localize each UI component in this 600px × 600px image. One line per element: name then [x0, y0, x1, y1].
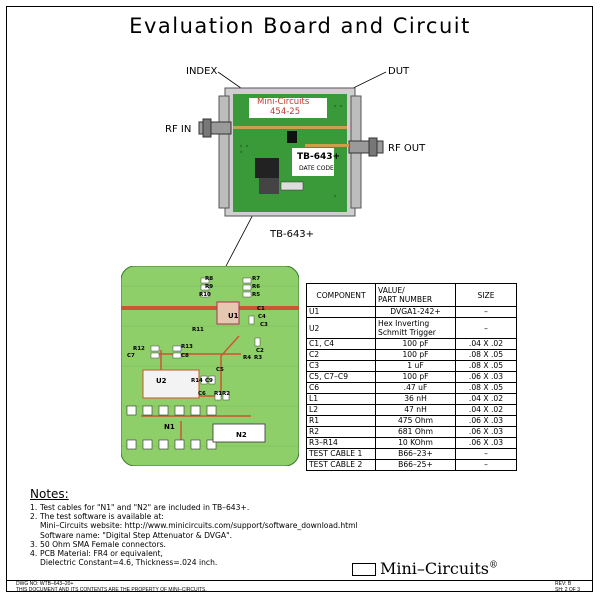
cell-size: –: [456, 449, 517, 460]
note-item: Mini–Circuits website: http://www.minicircuits.com/support/software_download.html: [40, 521, 358, 531]
header-value: VALUE/ PART NUMBER: [376, 284, 456, 307]
proprietary-notice: THIS DOCUMENT AND ITS CONTENTS ARE THE PROPERTY OF MINI–CIRCUITS.: [16, 586, 207, 593]
cell-component: C5, C7–C9: [307, 372, 376, 383]
cell-size: .06 X .03: [456, 438, 517, 449]
designator-c1: C1: [257, 306, 265, 312]
note-item: 4. PCB Material: FR4 or equivalent,: [30, 549, 163, 559]
cell-size: –: [456, 460, 517, 471]
cell-value: Hex Inverting Schmitt Trigger: [376, 318, 456, 339]
designator-r4: R4: [243, 355, 252, 361]
designator-r10: R10: [199, 292, 211, 298]
sheet-number: SH: 2 OF 3: [555, 586, 581, 593]
notes-list: [30, 503, 358, 567]
rf-out-callout: RF OUT: [388, 143, 426, 154]
cell-value: B66–25+: [376, 460, 456, 471]
cell-size: .04 X .02: [456, 405, 517, 416]
date-code-silk: DATE CODE: [299, 165, 334, 172]
designator-r13: R13: [181, 344, 193, 350]
cell-component: R1: [307, 416, 376, 427]
drawing-number: DWG NO: WTB–643–20+: [16, 581, 74, 587]
cell-component: L2: [307, 405, 376, 416]
designator-r3: R3: [254, 355, 263, 361]
cell-value: 10 KOhm: [376, 438, 456, 449]
designator-c6: C6: [198, 391, 206, 397]
board-name-silk: TB-643+: [297, 152, 341, 162]
cell-component: R2: [307, 427, 376, 438]
mini-circuits-logo: [352, 559, 498, 578]
cell-value: 100 pF: [376, 339, 456, 350]
cell-component: C6: [307, 383, 376, 394]
designator-n2: N2: [236, 431, 247, 439]
logo-mark-icon: [352, 563, 376, 576]
cell-component: R3–R14: [307, 438, 376, 449]
board-part-silk: 454-25: [270, 107, 301, 117]
designator-r8: R8: [205, 276, 214, 282]
designator-r11: R11: [192, 327, 204, 333]
note-item: 2. The test software is available at:: [30, 512, 164, 522]
cell-size: .08 X .05: [456, 361, 517, 372]
cell-value: DVGA1-242+: [376, 307, 456, 318]
designator-c9: C9: [205, 378, 213, 384]
cell-value: 47 nH: [376, 405, 456, 416]
designator-r9: R9: [205, 284, 214, 290]
cell-size: .08 X .05: [456, 383, 517, 394]
rf-in-callout: RF IN: [165, 124, 192, 135]
revision: REV: B: [555, 581, 572, 587]
cell-component: TEST CABLE 2: [307, 460, 376, 471]
board-brand-silk: Mini-Circuits: [257, 97, 310, 107]
cell-value: 475 Ohm: [376, 416, 456, 427]
cell-value: 1 uF: [376, 361, 456, 372]
cell-size: .06 X .03: [456, 427, 517, 438]
designator-u2: U2: [156, 377, 167, 385]
cell-size: –: [456, 318, 517, 339]
note-item: Dielectric Constant=4.6, Thickness=.024 inch.: [40, 558, 218, 568]
designator-r6: R6: [252, 284, 261, 290]
header-size: SIZE: [456, 284, 517, 307]
cell-component: C3: [307, 361, 376, 372]
note-item: 1. Test cables for "N1" and "N2" are included in TB–643+.: [30, 503, 250, 512]
cell-value: B66–23+: [376, 449, 456, 460]
designator-u1: U1: [228, 312, 239, 320]
cell-component: U1: [307, 307, 376, 318]
cell-value: 36 nH: [376, 394, 456, 405]
cell-size: –: [456, 307, 517, 318]
cell-component: TEST CABLE 1: [307, 449, 376, 460]
cell-component: C2: [307, 350, 376, 361]
header-component: COMPONENT: [307, 284, 376, 307]
designator-n1: N1: [164, 423, 175, 431]
cell-size: .04 X .02: [456, 394, 517, 405]
logo-text: Mini–Circuits: [380, 559, 489, 578]
component-table: [306, 283, 517, 471]
designator-r12: R12: [133, 346, 145, 352]
note-item: 3. 50 Ohm SMA Female connectors.: [30, 539, 166, 549]
designator-c8: C8: [181, 353, 189, 359]
cell-size: .06 X .03: [456, 372, 517, 383]
cell-size: .06 X .03: [456, 416, 517, 427]
cell-size: .08 X .05: [456, 350, 517, 361]
designator-r1: R1: [214, 391, 223, 397]
board-name-callout: TB-643+: [270, 229, 315, 240]
cell-value: 681 Ohm: [376, 427, 456, 438]
dut-callout: DUT: [388, 66, 410, 77]
designator-r5: R5: [252, 292, 261, 298]
designator-c5: C5: [216, 367, 224, 373]
cell-component: U2: [307, 318, 376, 339]
cell-component: C1, C4: [307, 339, 376, 350]
cell-value: .47 uF: [376, 383, 456, 394]
designator-c7: C7: [127, 353, 135, 359]
title-block: [6, 580, 593, 593]
index-callout: INDEX: [186, 66, 218, 77]
designator-c2: C2: [256, 348, 264, 354]
note-item: Software name: "Digital Step Attenuator & DVGA".: [40, 530, 232, 540]
page-title: Evaluation Board and Circuit: [129, 14, 471, 38]
registered-mark: ®: [488, 560, 498, 571]
designator-c3: C3: [260, 322, 268, 328]
notes-heading: Notes:: [30, 487, 69, 501]
designator-c4: C4: [258, 314, 266, 320]
cell-size: .04 X .02: [456, 339, 517, 350]
designator-r7: R7: [252, 276, 261, 282]
cell-component: L1: [307, 394, 376, 405]
cell-value: 100 pF: [376, 350, 456, 361]
designator-r2: R2: [222, 391, 231, 397]
cell-value: 100 pF: [376, 372, 456, 383]
designator-r14: R14: [191, 378, 203, 384]
